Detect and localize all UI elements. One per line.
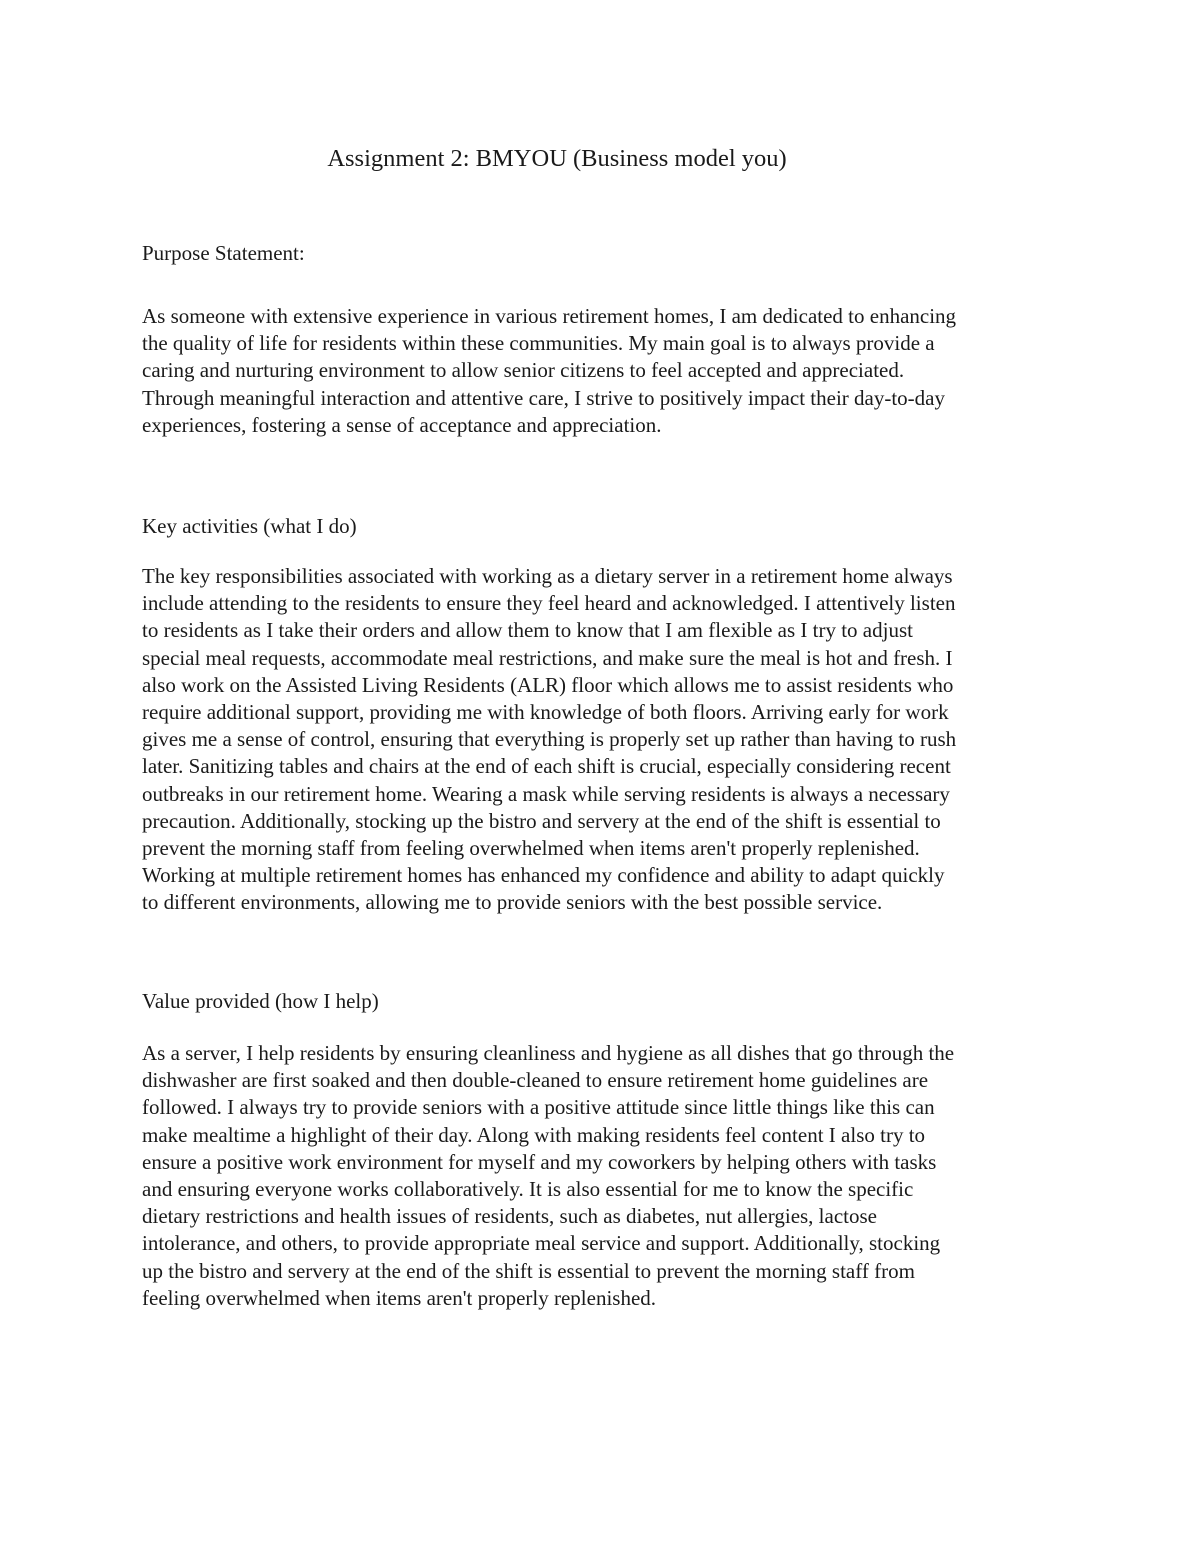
value-provided-heading: Value provided (how I help) (142, 989, 379, 1013)
paragraph-line: As a server, I help residents by ensuring cleanliness and hygiene as all dishes that go through the (142, 1041, 955, 1065)
paragraph-line: Working at multiple retirement homes has enhanced my confidence and ability to adapt quickly (142, 863, 945, 888)
paragraph-line: dishwasher are first soaked and then double-cleaned to ensure retirement home guidelines are (142, 1068, 929, 1093)
paragraph-line: As someone with extensive experience in various retirement homes, I am dedicated to enhancing (142, 304, 957, 328)
paragraph-line: experiences, fostering a sense of acceptance and appreciation. (142, 412, 662, 437)
paragraph-line: also work on the Assisted Living Residents (ALR) floor which allows me to assist residents who (142, 672, 954, 697)
paragraph-line: gives me a sense of control, ensuring that everything is properly set up rather than having to rush (142, 727, 957, 752)
paragraph-line: to different environments, allowing me to provide seniors with the best possible service. (142, 890, 883, 915)
paragraph-line: The key responsibilities associated with working as a dietary server in a retirement home always (142, 564, 953, 588)
paragraph-line: followed. I always try to provide seniors with a positive attitude since little things like this can (142, 1095, 935, 1120)
paragraph-line: Through meaningful interaction and attentive care, I strive to positively impact their day-to-day (142, 385, 945, 410)
paragraph-line: up the bistro and servery at the end of the shift is essential to prevent the morning staff from (142, 1258, 915, 1283)
paragraph-line: caring and nurturing environment to allow senior citizens to feel accepted and appreciated. (142, 358, 905, 383)
paragraph-line: include attending to the residents to ensure they feel heard and acknowledged. I attentively listen (142, 591, 956, 616)
document-title: Assignment 2: BMYOU (Business model you) (327, 145, 787, 172)
key-activities-paragraph (142, 563, 1057, 917)
paragraph-line: ensure a positive work environment for myself and my coworkers by helping others with tasks (142, 1149, 937, 1174)
value-provided-paragraph (142, 1040, 1057, 1312)
paragraph-line: make mealtime a highlight of their day. Along with making residents feel content I also try to (142, 1122, 926, 1147)
paragraph-line: intolerance, and others, to provide appropriate meal service and support. Additionally, stocking (142, 1231, 941, 1256)
purpose-heading: Purpose Statement: (142, 241, 305, 265)
paragraph-line: and ensuring everyone works collaboratively. It is also essential for me to know the specific (142, 1177, 914, 1202)
paragraph-line: precaution. Additionally, stocking up the bistro and servery at the end of the shift is essential to (142, 808, 941, 833)
paragraph-line: to residents as I take their orders and allow them to know that I am flexible as I try to adjust (142, 618, 913, 643)
key-activities-heading: Key activities (what I do) (142, 514, 357, 538)
paragraph-line: prevent the morning staff from feeling overwhelmed when items aren't properly replenished. (142, 836, 920, 861)
paragraph-line: dietary restrictions and health issues of residents, such as diabetes, nut allergies, lactose (142, 1204, 877, 1229)
purpose-paragraph (142, 303, 1057, 439)
paragraph-line: outbreaks in our retirement home. Wearing a mask while serving residents is always a necessary (142, 781, 950, 806)
paragraph-line: require additional support, providing me with knowledge of both floors. Arriving early for work (142, 700, 949, 725)
paragraph-line: special meal requests, accommodate meal restrictions, and make sure the meal is hot and fresh. I (142, 645, 953, 670)
paragraph-line: the quality of life for residents within these communities. My main goal is to always provide a (142, 331, 935, 356)
paragraph-line: later. Sanitizing tables and chairs at the end of each shift is crucial, especially considering recent (142, 754, 951, 779)
paragraph-line: feeling overwhelmed when items aren't properly replenished. (142, 1285, 657, 1310)
